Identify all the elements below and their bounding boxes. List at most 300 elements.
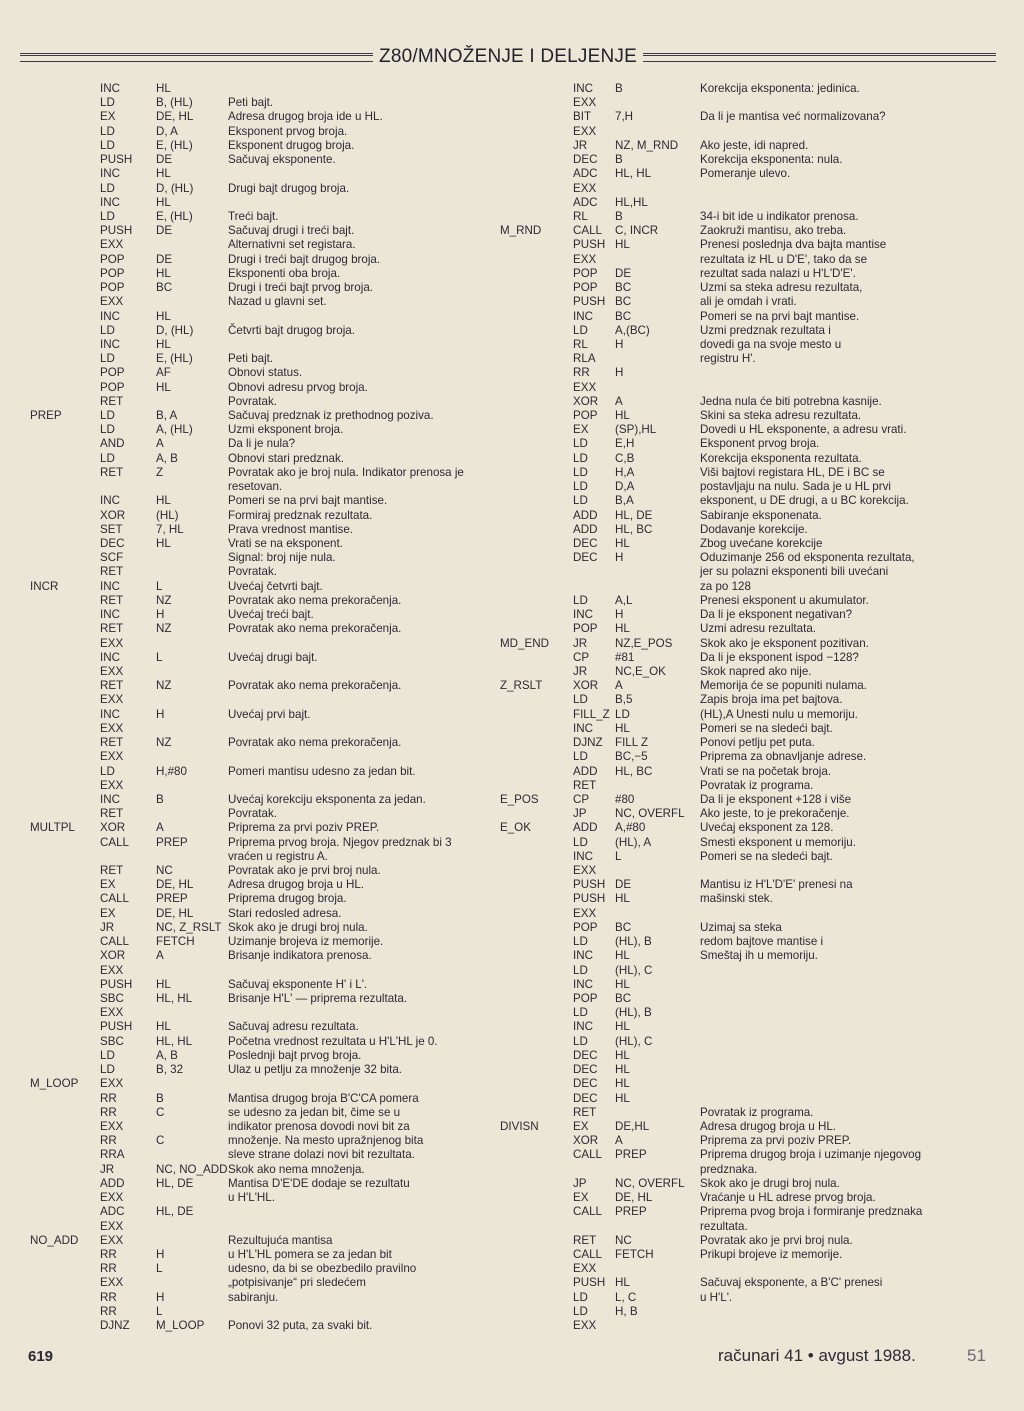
code-line — [500, 480, 990, 494]
comment: u H'L'. — [700, 1290, 733, 1304]
code-line — [500, 210, 990, 224]
publication-info: računari 41 • avgust 1988. — [718, 1346, 916, 1365]
code-line — [30, 395, 500, 409]
mnemonic: CALL — [100, 835, 130, 849]
mnemonic: PUSH — [573, 1276, 606, 1290]
code-line — [30, 110, 500, 124]
code-line — [30, 1319, 500, 1333]
operand: 7, HL — [156, 522, 184, 536]
comment: Sačuvaj adresu rezultata. — [228, 1020, 359, 1034]
operand: A — [156, 949, 164, 963]
mnemonic: DEC — [573, 1091, 598, 1105]
comment: Korekcija eksponenta rezultata. — [700, 451, 862, 465]
comment: Povratak. — [228, 807, 277, 821]
operand: HL — [156, 537, 171, 550]
mnemonic: AND — [100, 437, 125, 451]
code-line — [500, 665, 990, 679]
operand: A — [156, 821, 164, 835]
mnemonic: SBC — [100, 1034, 124, 1048]
mnemonic: JR — [573, 636, 588, 650]
code-line — [30, 139, 500, 153]
code-line — [500, 750, 990, 764]
operand: DE — [156, 153, 173, 167]
comment: Povratak ako nema prekoračenja. — [228, 593, 402, 607]
operand: HL — [615, 238, 630, 252]
operand: HL,HL — [615, 195, 648, 209]
mnemonic: PUSH — [573, 238, 606, 252]
comment: Povratak ako je broj nula. Indikator prenosa je — [228, 465, 464, 479]
operand: HL — [156, 309, 171, 323]
comment: Uvećaj drugi bajt. — [228, 650, 318, 664]
mnemonic: RET — [573, 778, 597, 792]
code-line — [30, 793, 500, 807]
code-line — [30, 281, 500, 295]
comment: Ako jeste, idi napred. — [700, 138, 809, 152]
mnemonic: EXX — [573, 181, 597, 195]
operand: PREP — [156, 892, 188, 906]
code-line — [30, 821, 500, 835]
mnemonic: ADD — [573, 764, 598, 778]
code-line — [500, 1234, 990, 1248]
mnemonic: LD — [100, 451, 115, 465]
code-line — [500, 651, 990, 665]
code-line — [30, 423, 500, 437]
code-line — [30, 1163, 500, 1177]
code-line — [500, 935, 990, 949]
listing-column-left — [30, 82, 500, 1333]
operand: PREP — [615, 1205, 647, 1219]
mnemonic: EXX — [573, 252, 597, 266]
comment: Mantisa D'E'DE dodaje se rezultatu — [228, 1176, 410, 1190]
comment: Eksponent drugog broja. — [228, 138, 355, 152]
comment: Skok ako je eksponent pozitivan. — [700, 636, 869, 650]
comment: Rezultujuća mantisa — [228, 1233, 333, 1247]
mnemonic: EX — [100, 906, 116, 920]
comment: Eksponenti oba broja. — [228, 266, 341, 280]
code-line — [30, 1248, 500, 1262]
operand: HL, DE — [615, 508, 653, 522]
comment: Priprema drugog broja i uzimanje njegovog — [700, 1148, 922, 1162]
operand: HL — [615, 622, 630, 636]
mnemonic: EXX — [100, 1233, 124, 1247]
operand: NC — [615, 1233, 632, 1247]
mnemonic: INC — [573, 721, 593, 735]
operand: HL, DE — [156, 1176, 194, 1190]
mnemonic: POP — [573, 920, 598, 934]
code-line — [500, 765, 990, 779]
mnemonic: LD — [573, 451, 588, 465]
code-line — [500, 892, 990, 906]
code-line — [500, 452, 990, 466]
code-line — [30, 850, 500, 864]
mnemonic: RET — [100, 864, 124, 878]
mnemonic: ADC — [100, 1205, 125, 1219]
code-line — [500, 722, 990, 736]
code-line — [500, 1177, 990, 1191]
mnemonic: RLA — [573, 352, 596, 366]
comment: Uvećaj korekciju eksponenta za jedan. — [228, 792, 426, 806]
comment: Pomeri se na sledeći bajt. — [700, 721, 833, 735]
comment: Da li je nula? — [228, 437, 296, 451]
operand: HL — [615, 409, 630, 423]
mnemonic: INC — [100, 82, 120, 95]
code-line — [500, 352, 990, 366]
code-label: INCR — [30, 579, 59, 593]
comment: u H'L'HL. — [228, 1191, 275, 1205]
operand: NC — [156, 864, 173, 878]
mnemonic: LD — [573, 1304, 588, 1318]
operand: A, (HL) — [156, 423, 193, 437]
comment: Uvećaj prvi bajt. — [228, 707, 311, 721]
code-label: MD_END — [500, 636, 549, 650]
operand: NC, Z_RSLT — [156, 920, 222, 934]
mnemonic: INC — [573, 309, 593, 323]
operand: B,5 — [615, 693, 633, 707]
mnemonic: EXX — [100, 636, 124, 650]
operand: DE — [615, 878, 632, 892]
code-line — [500, 921, 990, 935]
operand: HL, DE — [156, 1205, 194, 1219]
mnemonic: EXX — [573, 1319, 597, 1333]
mnemonic: CP — [573, 792, 590, 806]
mnemonic: EXX — [573, 96, 597, 110]
code-line — [30, 935, 500, 949]
code-line — [500, 1106, 990, 1120]
code-label: PREP — [30, 409, 62, 423]
page-title: Z80/MNOŽENJE I DELJENJE — [379, 46, 637, 67]
code-line — [30, 665, 500, 679]
code-line — [500, 779, 990, 793]
code-line — [500, 992, 990, 1006]
code-line — [500, 1063, 990, 1077]
mnemonic: DEC — [573, 1048, 598, 1062]
code-line — [30, 153, 500, 167]
operand: L — [156, 1304, 163, 1318]
mnemonic: INC — [573, 82, 593, 95]
comment: Sačuvaj drugi i treći bajt. — [228, 224, 355, 238]
mnemonic: LD — [573, 437, 588, 451]
mnemonic: LD — [100, 124, 115, 138]
code-line — [30, 295, 500, 309]
operand: NZ — [156, 622, 172, 636]
mnemonic: RR — [100, 1105, 117, 1119]
comment: Brisanje indikatora prenosa. — [228, 949, 372, 963]
mnemonic: LD — [573, 480, 588, 494]
code-line — [30, 1077, 500, 1091]
code-line — [500, 1276, 990, 1290]
operand: DE, HL — [615, 1191, 653, 1205]
operand: H — [615, 366, 624, 380]
mnemonic: LD — [573, 835, 588, 849]
operand: M_LOOP — [156, 1319, 205, 1333]
code-line — [500, 1077, 990, 1091]
code-line — [500, 565, 990, 579]
mnemonic: RET — [100, 736, 124, 750]
operand: HL — [156, 195, 171, 209]
comment: Peti bajt. — [228, 352, 274, 366]
mnemonic: INC — [100, 195, 120, 209]
code-label: M_LOOP — [30, 1077, 79, 1091]
operand: A,L — [615, 593, 633, 607]
code-line — [500, 736, 990, 750]
mnemonic: PUSH — [573, 878, 606, 892]
comment: Oduzimanje 256 od eksponenta rezultata, — [700, 551, 915, 565]
comment: Uzmi eksponent broja. — [228, 423, 344, 437]
code-line — [500, 238, 990, 252]
code-line — [500, 196, 990, 210]
operand: A — [156, 437, 164, 451]
comment: Pomeri mantisu udesno za jedan bit. — [228, 764, 416, 778]
code-line — [30, 921, 500, 935]
operand: H — [615, 551, 624, 565]
comment: redom bajtove mantise i — [700, 935, 824, 949]
mnemonic: INC — [573, 849, 593, 863]
mnemonic: DEC — [573, 1077, 598, 1091]
operand: BC — [615, 281, 632, 295]
operand: NC,E_OK — [615, 664, 666, 678]
code-label: DIVISN — [500, 1119, 539, 1133]
listing-column-right — [500, 82, 990, 1333]
mnemonic: CP — [573, 650, 590, 664]
comment: resetovan. — [228, 480, 283, 494]
operand: HL — [615, 1048, 630, 1062]
code-line — [30, 352, 500, 366]
mnemonic: POP — [100, 366, 125, 380]
mnemonic: PUSH — [573, 295, 606, 309]
mnemonic: LD — [573, 465, 588, 479]
code-line — [30, 82, 500, 96]
operand: DE — [615, 266, 632, 280]
mnemonic: INC — [100, 608, 120, 622]
mnemonic: INC — [573, 1020, 593, 1034]
mnemonic: LD — [573, 494, 588, 508]
mnemonic: EXX — [100, 664, 124, 678]
operand: H — [156, 707, 165, 721]
mnemonic: EXX — [100, 1077, 124, 1091]
mnemonic: ADD — [100, 1176, 125, 1190]
comment: rezultata iz HL u D'E', tako da se — [700, 252, 868, 266]
comment: Povratak ako je prvi broj nula. — [228, 864, 381, 878]
operand: DE, HL — [156, 906, 194, 920]
mnemonic: RET — [100, 394, 124, 408]
mnemonic: RRA — [100, 1148, 125, 1162]
comment: Povratak ako nema prekoračenja. — [228, 679, 402, 693]
comment: sleve strane dolazi novi bit rezultata. — [228, 1148, 415, 1162]
mnemonic: XOR — [100, 508, 126, 522]
comment: Skok ako je drugi broj nula. — [228, 920, 368, 934]
code-line — [500, 125, 990, 139]
mnemonic: CALL — [100, 935, 130, 949]
mnemonic: CALL — [100, 892, 130, 906]
operand: BC — [615, 992, 632, 1005]
code-line — [30, 622, 500, 636]
operand: DE — [156, 224, 173, 238]
operand: 7,H — [615, 110, 634, 124]
code-line — [500, 1291, 990, 1305]
mnemonic: POP — [573, 992, 598, 1005]
code-line — [500, 523, 990, 537]
mnemonic: RET — [100, 622, 124, 636]
code-line — [30, 836, 500, 850]
code-line — [500, 338, 990, 352]
comment: Uvećaj treći bajt. — [228, 608, 314, 622]
mnemonic: EX — [100, 878, 116, 892]
mnemonic: EXX — [573, 380, 597, 394]
mnemonic: EXX — [100, 721, 124, 735]
code-label: NO_ADD — [30, 1233, 79, 1247]
operand: H — [615, 608, 624, 622]
code-line — [500, 366, 990, 380]
code-line — [500, 96, 990, 110]
code-line — [30, 1006, 500, 1020]
comment: Priprema za prvi poziv PREP. — [228, 821, 380, 835]
comment: Skok ako nema množenja. — [228, 1162, 365, 1176]
operand: BC — [615, 295, 632, 309]
operand: HL — [156, 82, 171, 95]
mnemonic: POP — [573, 266, 598, 280]
operand: HL — [615, 1063, 630, 1077]
mnemonic: EXX — [100, 963, 124, 977]
code-line — [30, 1035, 500, 1049]
mnemonic: LD — [100, 138, 115, 152]
comment: Zapis broja ima pet bajtova. — [700, 693, 843, 707]
operand: B — [615, 82, 623, 95]
listing-number: 619 — [28, 1348, 54, 1365]
code-line — [30, 565, 500, 579]
mnemonic: LD — [573, 593, 588, 607]
operand: HL, HL — [615, 167, 652, 181]
code-line — [500, 580, 990, 594]
operand: L — [156, 650, 163, 664]
code-line — [30, 1106, 500, 1120]
mnemonic: DEC — [573, 551, 598, 565]
operand: C, INCR — [615, 224, 659, 238]
comment: Pomeri se na prvi bajt mantise. — [228, 494, 388, 508]
code-line — [30, 324, 500, 338]
operand: PREP — [615, 1148, 647, 1162]
code-line — [30, 693, 500, 707]
mnemonic: EXX — [100, 750, 124, 764]
comment: Prenesi poslednja dva bajta mantise — [700, 238, 887, 252]
operand: D,A — [615, 480, 635, 494]
comment: Drugi i treći bajt drugog broja. — [228, 252, 381, 266]
mnemonic: JP — [573, 807, 587, 821]
code-line — [500, 1305, 990, 1319]
code-line — [30, 1134, 500, 1148]
comment: Eksponent prvog broja. — [228, 124, 348, 138]
comment: Ako jeste, to je prekoračenje. — [700, 807, 850, 821]
operand: HL, BC — [615, 764, 653, 778]
comment: se udesno za jedan bit, čime se u — [228, 1105, 401, 1119]
operand: HL — [615, 1276, 630, 1290]
operand: H,A — [615, 465, 635, 479]
operand: HL — [156, 380, 171, 394]
code-line — [500, 437, 990, 451]
mnemonic: CALL — [573, 1247, 603, 1261]
operand: B — [156, 1091, 164, 1105]
operand: L — [156, 579, 163, 593]
code-line — [30, 224, 500, 238]
operand: DE, HL — [156, 878, 194, 892]
operand: HL, HL — [156, 1034, 193, 1048]
operand: L — [615, 849, 622, 863]
comment: Sabiranje eksponenata. — [700, 508, 822, 522]
code-line — [500, 1220, 990, 1234]
code-line — [30, 736, 500, 750]
operand: H — [156, 1290, 165, 1304]
operand: (HL), B — [615, 1006, 652, 1020]
code-line — [500, 310, 990, 324]
code-line — [30, 807, 500, 821]
comment: Dodavanje korekcije. — [700, 522, 808, 536]
comment: Da li je mantisa već normalizovana? — [700, 110, 886, 124]
code-line — [30, 381, 500, 395]
header-rule-left — [20, 53, 373, 62]
operand: #80 — [615, 792, 635, 806]
mnemonic: LD — [100, 423, 115, 437]
mnemonic: RR — [573, 366, 590, 380]
mnemonic: FILL_Z — [573, 707, 610, 721]
code-line — [30, 452, 500, 466]
comment: Smeštaj ih u memoriju. — [700, 949, 818, 963]
comment: Priprema pvog broja i formiranje predznaka — [700, 1205, 923, 1219]
code-line — [500, 1205, 990, 1219]
comment: sabiranju. — [228, 1290, 279, 1304]
mnemonic: RR — [100, 1290, 117, 1304]
comment: vraćen u registru A. — [228, 849, 328, 863]
mnemonic: INC — [100, 579, 120, 593]
operand: B — [615, 153, 623, 167]
operand: HL — [615, 977, 630, 991]
mnemonic: EXX — [100, 1191, 124, 1205]
comment: Stari redosled adresa. — [228, 906, 342, 920]
comment: Viši bajtovi registara HL, DE i BC se — [700, 465, 885, 479]
mnemonic: EXX — [100, 1276, 124, 1290]
code-line — [500, 253, 990, 267]
comment: udesno, da bi se obezbedilo pravilno — [228, 1262, 417, 1276]
mnemonic: LD — [100, 96, 115, 110]
code-line — [30, 338, 500, 352]
mnemonic: SET — [100, 522, 123, 536]
mnemonic: EX — [573, 423, 589, 437]
mnemonic: JP — [573, 1176, 587, 1190]
mnemonic: BIT — [573, 110, 592, 124]
operand: H, B — [615, 1304, 638, 1318]
operand: HL — [156, 977, 171, 991]
code-line — [500, 381, 990, 395]
mnemonic: ADC — [573, 167, 598, 181]
mnemonic: LD — [100, 209, 115, 223]
code-line — [500, 708, 990, 722]
operand: C — [156, 1105, 165, 1119]
code-line — [500, 836, 990, 850]
code-line — [500, 850, 990, 864]
code-line — [30, 1305, 500, 1319]
comment: Prenesi eksponent u akumulator. — [700, 593, 869, 607]
comment: Da li je eksponent ispod −128? — [700, 650, 859, 664]
mnemonic: EXX — [100, 1119, 124, 1133]
mnemonic: LD — [100, 1063, 115, 1077]
code-line — [500, 907, 990, 921]
code-line — [30, 537, 500, 551]
operand: NZ — [156, 679, 172, 693]
mnemonic: SCF — [100, 551, 124, 565]
mnemonic: EXX — [573, 124, 597, 138]
operand: E,H — [615, 437, 635, 451]
comment: Prikupi brojeve iz memorije. — [700, 1247, 843, 1261]
mnemonic: CALL — [573, 224, 603, 238]
mnemonic: EXX — [573, 864, 597, 878]
